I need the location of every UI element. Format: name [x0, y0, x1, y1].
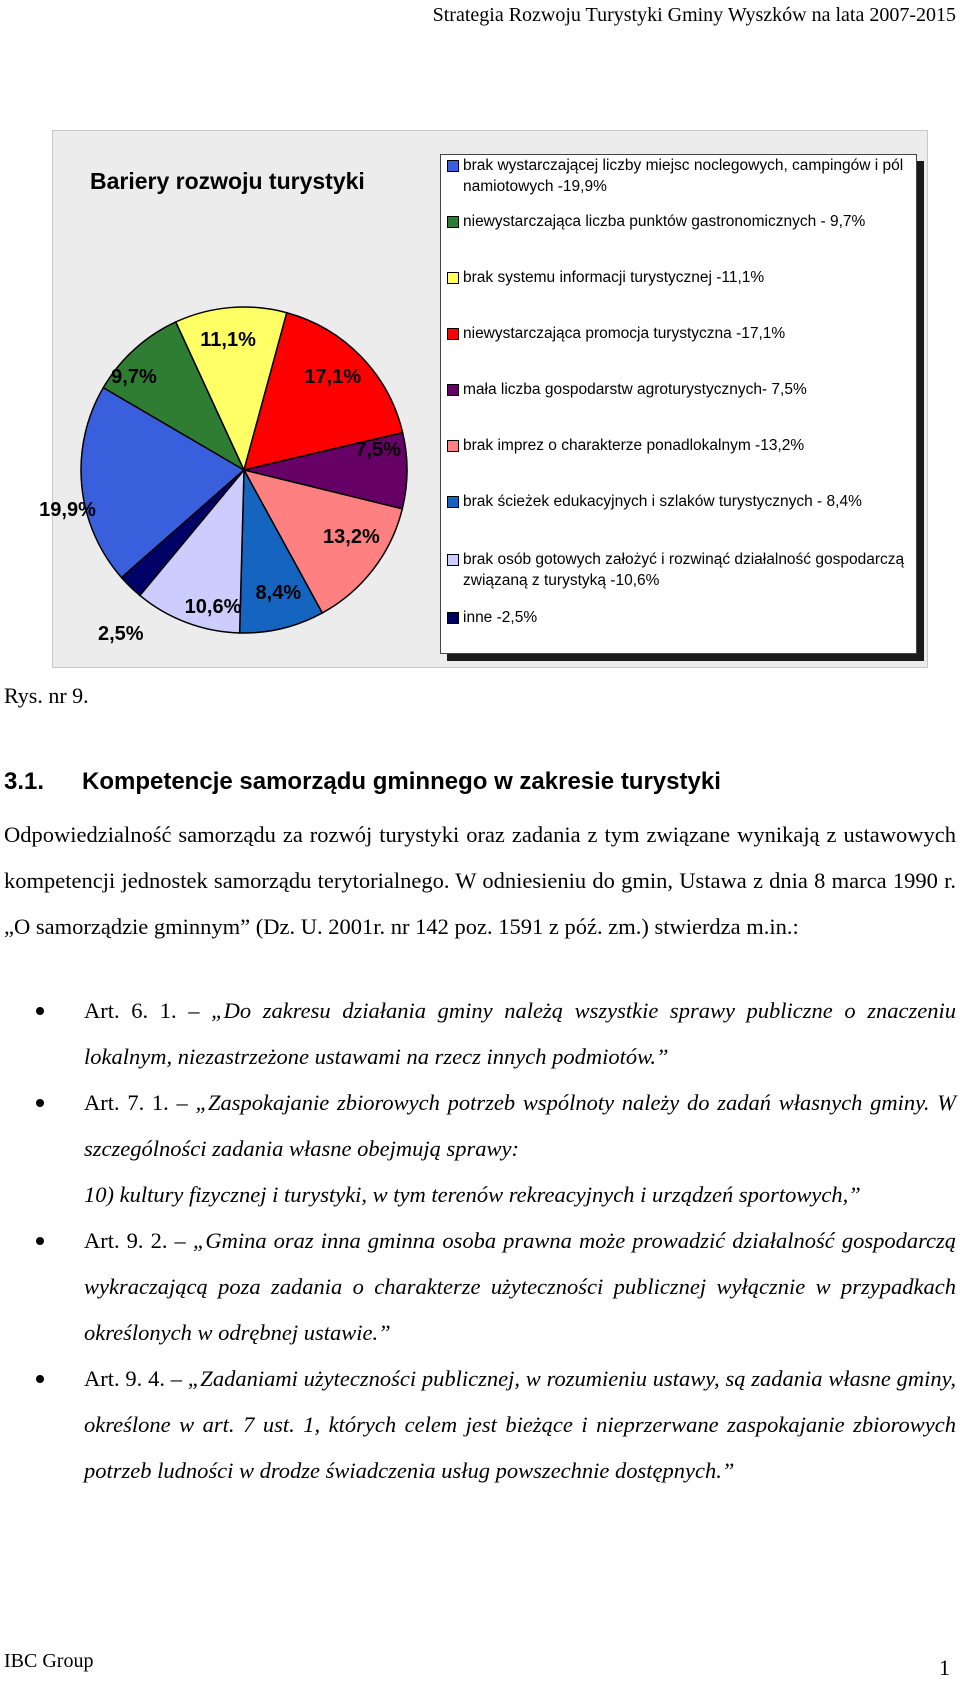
article-text: „Do zakresu działania gminy należą wszystkie sprawy publiczne o znaczeniu lokalnym, niezastrzeżone ustawami na rzecz innych podmiotów.” [84, 998, 957, 1069]
legend-item [447, 491, 907, 512]
legend-item [447, 435, 907, 456]
legend-item [447, 323, 907, 344]
list-item [4, 1080, 956, 1218]
article-text: „Gmina oraz inna gminna osoba prawna może prowadzić działalność gospodarczą wykraczającą poza zadania o charakterze użyteczności publicznej wyłącznie w przypadkach określonych w odrębnej ustawie.” [84, 1228, 956, 1345]
footer-page-number: 1 [939, 1655, 950, 1680]
legend-item [447, 155, 907, 197]
footer-company: IBC Group [4, 1650, 94, 1672]
bullet-icon [36, 1099, 44, 1107]
slice-label: 8,4% [255, 582, 302, 605]
chart-title: Bariery rozwoju turystyki [90, 168, 365, 194]
slice-label: 7,5% [355, 438, 401, 461]
article-ref: Art. 9. 4. – [84, 1366, 188, 1391]
article-text: „Zaspokajanie zbiorowych potrzeb wspólnoty należy do zadań własnych gminy. W szczególności zadania własne obejmują sprawy: [84, 1090, 956, 1161]
page-header: Strategia Rozwoju Turystyki Gminy Wyszków na lata 2007-2015 [432, 4, 956, 26]
slice-label: 11,1% [200, 329, 256, 352]
bullet-icon [36, 1237, 44, 1245]
legend-label: inne -2,5% [463, 609, 538, 626]
list-item [4, 1356, 956, 1494]
legend-label: brak wystarczającej liczby miejsc noclegowych, campingów i pól namiotowych -19,9% [463, 157, 904, 195]
legend-swatch [447, 384, 459, 396]
article-list [4, 988, 956, 1494]
figure-caption: Rys. nr 9. [4, 683, 89, 708]
section-number: 3.1. [4, 768, 45, 795]
legend-swatch [447, 216, 459, 228]
list-item [4, 988, 956, 1080]
section-heading [4, 768, 721, 796]
slice-label: 10,6% [184, 595, 242, 618]
chart-legend [440, 154, 917, 654]
legend-swatch [447, 554, 459, 566]
legend-label: niewystarczająca liczba punktów gastronomicznych - 9,7% [463, 213, 866, 230]
legend-label: brak ścieżek edukacyjnych i szlaków turystycznych - 8,4% [463, 493, 862, 510]
legend-item [447, 379, 907, 400]
slice-label: 9,7% [111, 366, 157, 389]
legend-label: brak systemu informacji turystycznej -11,1% [463, 269, 765, 286]
bullet-icon [36, 1007, 44, 1015]
legend-label: mała liczba gospodarstw agroturystycznych- 7,5% [463, 381, 807, 398]
article-ref: Art. 7. 1. – [84, 1090, 196, 1115]
legend-swatch [447, 496, 459, 508]
section-title: Kompetencje samorządu gminnego w zakresie turystyki [82, 768, 721, 795]
slice-label: 17,1% [304, 366, 362, 389]
intro-paragraph: Odpowiedzialność samorządu za rozwój turystyki oraz zadania z tym związane wynikają z ustawowych kompetencji jednostek samorządu terytorialnego. W odniesieniu do gmin, Ustawa z dnia 8 marca 1990 r. „O samorządzie gminnym” (Dz. U. 2001r. nr 142 poz. 1591 z póź. zm.) stwierdza m.in.: [4, 822, 956, 939]
article-text: „Zadaniami użyteczności publicznej, w rozumieniu ustawy, są zadania własne gminy, określone w art. 7 ust. 1, których celem jest bieżące i nieprzerwane zaspokajanie zbiorowych potrzeb ludności w drodze świadczenia usług powszechnie dostępnych.” [84, 1366, 956, 1483]
legend-label: brak imprez o charakterze ponadlokalnym -13,2% [463, 437, 805, 454]
article-ref: Art. 9. 2. – [84, 1228, 193, 1253]
legend-item [447, 607, 907, 628]
legend-swatch [447, 272, 459, 284]
bullet-icon [36, 1375, 44, 1383]
legend-item [447, 267, 907, 288]
legend-swatch [447, 160, 459, 172]
slice-label: 2,5% [97, 623, 144, 646]
slice-label: 13,2% [323, 525, 380, 548]
list-item [4, 1218, 956, 1356]
legend-swatch [447, 612, 459, 624]
legend-label: niewystarczająca promocja turystyczna -17,1% [463, 325, 786, 342]
slice-label: 19,9% [39, 499, 96, 522]
legend-item [447, 549, 907, 591]
legend-item [447, 211, 907, 232]
article-subpoint: 10) kultury fizycznej i turystyki, w tym terenów rekreacyjnych i urządzeń sportowych,” [84, 1182, 861, 1207]
article-ref: Art. 6. 1. – [84, 998, 212, 1023]
legend-label: brak osób gotowych założyć i rozwinąć działalność gospodarczą związaną z turystyką -10,6% [463, 551, 905, 589]
legend-swatch [447, 328, 459, 340]
legend-swatch [447, 440, 459, 452]
